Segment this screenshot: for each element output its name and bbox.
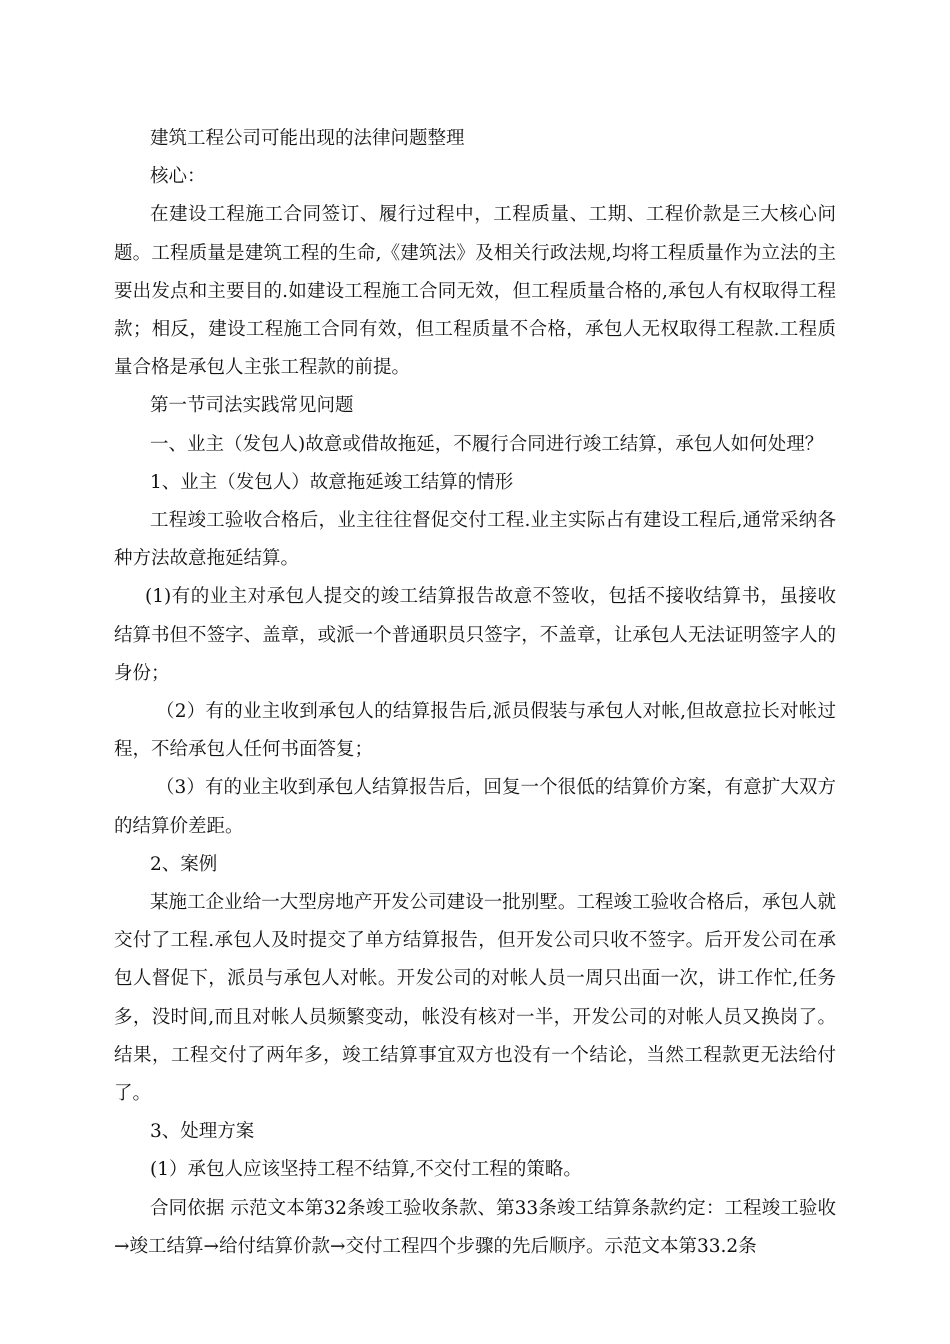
- subheading-case: 2、案例: [150, 853, 218, 875]
- list-item-1: (1)有的业主对承包人提交的竣工结算报告故意不签收，包括不接收结算书，虽接收结算书但不签字、盖章，或派一个普通职员只签字，不盖章，让承包人无法证明签字人的身份；: [114, 586, 836, 684]
- document-title: 建筑工程公司可能出现的法律问题整理: [150, 128, 465, 149]
- document-body: [114, 120, 836, 1266]
- subheading-solution: 3、处理方案: [150, 1121, 255, 1143]
- list-item-2: （2）有的业主收到承包人的结算报告后,派员假装与承包人对帐,但故意拉长对帐过程，不给承包人任何书面答复；: [114, 701, 836, 761]
- paragraph-core-text: 在建设工程施工合同签订、履行过程中，工程质量、工期、工程价款是三大核心问题。工程质量是建筑工程的生命,《建筑法》及相关行政法规,均将工程质量作为立法的主要出发点和主要目的.如建设工程施工合同无效，但工程质量合格的,承包人有权取得工程款；相反，建设工程施工合同有效，但工程质量不合格，承包人无权取得工程款.工程质量合格是承包人主张工程款的前提。: [114, 204, 836, 379]
- paragraph-contract-basis: 合同依据 示范文本第32条竣工验收条款、第33条竣工结算条款约定：工程竣工验收→竣工结算→给付结算价款→交付工程四个步骤的先后顺序。示范文本第33.2条: [114, 1197, 836, 1257]
- paragraph-case: 某施工企业给一大型房地产开发公司建设一批别墅。工程竣工验收合格后，承包人就交付了工程.承包人及时提交了单方结算报告，但开发公司只收不签字。后开发公司在承包人督促下，派员与承包人对帐。开发公司的对帐人员一周只出面一次，讲工作忙,任务多，没时间,而且对帐人员频繁变动，帐没有核对一半，开发公司的对帐人员又换岗了。结果，工程交付了两年多，竣工结算事宜双方也没有一个结论，当然工程款更无法给付了。: [114, 892, 836, 1105]
- paragraph-core-label: 核心：: [150, 166, 206, 188]
- list-item-3: （3）有的业主收到承包人结算报告后，回复一个很低的结算价方案，有意扩大双方的结算价差距。: [114, 777, 836, 837]
- solution-item-1: (1）承包人应该坚持工程不结算,不交付工程的策略。: [150, 1159, 582, 1181]
- subheading-situation: 1、业主（发包人）故意拖延竣工结算的情形: [150, 471, 514, 493]
- section-heading-1: 第一节司法实践常见问题: [150, 395, 354, 417]
- paragraph-situation: 工程竣工验收合格后，业主往往督促交付工程.业主实际占有建设工程后,通常采纳各种方法故意拖延结算。: [114, 510, 836, 570]
- question-heading-1: 一、业主（发包人)故意或借故拖延，不履行合同进行竣工结算，承包人如何处理？: [150, 433, 824, 455]
